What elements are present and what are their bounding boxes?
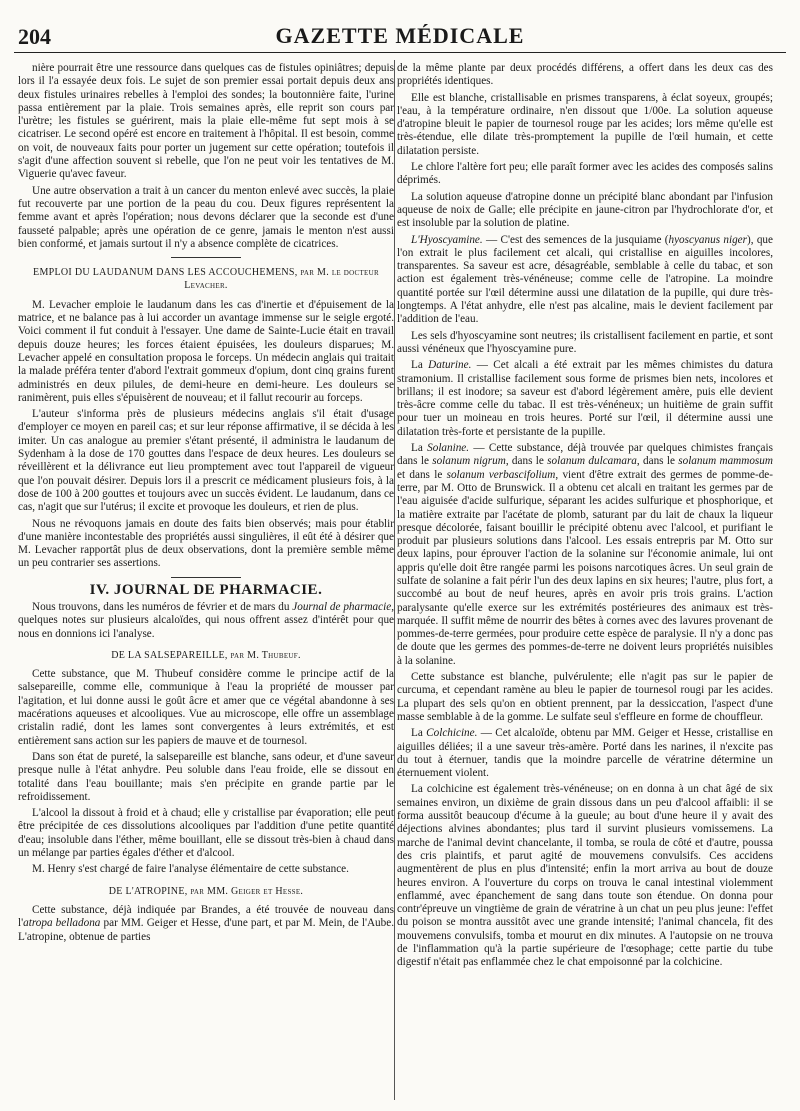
alkaloid-name: Colchicine.	[426, 727, 478, 740]
section-rule	[171, 577, 241, 578]
species-name: solanum verbascifolium	[446, 468, 556, 481]
paragraph: de la même plante par deux procédés différens, a offert dans les deux cas des propriétés identiques.	[397, 62, 773, 88]
paragraph: Le chlore l'altère fort peu; elle paraît former avec les acides des composés salins déprimés.	[397, 161, 773, 187]
section-heading-laudanum	[18, 266, 394, 293]
paragraph: M. Henry s'est chargé de faire l'analyse élémentaire de cette substance.	[32, 863, 349, 876]
paragraph: Cette substance, que M. Thubeuf considère comme le principe actif de la salsepareille, comme elle, communique à l'eau la propriété de mousser par l'agitation, et lui donne aussi le goût âcre et amer que ce végétal abandonne à ses macérations aqueuses et alcooliques. Vue au microscope, elle offre un assemblage cristalin radié, dont les lames sont convergentes à leurs extrémités, et est entièrement sans action sur les papiers de mauve et de tournesol.	[18, 668, 394, 747]
page-header	[14, 22, 786, 53]
journal-name: Journal de pharmacie	[292, 600, 392, 613]
paragraph: La Solanine. — Cette substance, déjà trouvée par quelques chimistes français dans le solanum nigrum, dans le solanum dulcamara, dans le solanum mammosum et dans le solanum verbascifolium, vient d'être extrait des germes de pomme-de-terre, par M. Otto de Brunswick. Il a obtenu cet alcali en traitant les germes par de l'eau aiguisée d'acide sulfurique, séparant les acides sulfurique et phosphorique, et la matière extraite par l'acétate de plomb, saturant par du lait de chaux la liqueur presque décolorée, faisant bouillir le précipité obtenu avec l'alcool, et purifiant le produit par plusieurs solutions dans l'alcool. Les essais entrepris par M. Otto sur deux lapins, pour éprouver l'action de la solanine sur l'économie animale, lui ont appris qu'elle doit être rangée parmi les poisons narcotiques âcres. Un seul grain de sulfate de solanine a fait périr l'un des deux lapins en six heures; l'autre, plus fort, a succombé au bout de neuf heures, après en avoir pris trois grains. L'action paralysante qu'elle exerce sur les extrémités postérieures des animaux est très-marquée. Il suffit même de nourrir des bêtes à cornes avec des lavures provenant de pommes-de-terre germées, pour produire cette espèce de paralysie. Il n'y a donc pas de doute que les germes des pommes-de-terre ne doivent leurs propriétés nuisibles à la solanine.	[397, 442, 773, 667]
paragraph: L'Hyoscyamine. — C'est des semences de la jusquiame (hyoscyanus niger), que l'on extrait le plus facilement cet alcali, qui cristallise en aiguilles incolores, transparentes. Sa saveur est acre, désagréable, semblable à celle du tabac, et son action est également très-vénéneuse; comme celle de l'atropine. La moindre quantité portée sur l'œil détermine aussi une dilatation de la pupille, qui dure très-longtemps. A l'état anhydre, elle n'est pas alcaline, mais le devient facilement par l'addition de l'eau.	[397, 233, 773, 326]
species-name: solanum nigrum	[432, 455, 506, 468]
paragraph: Nous ne révoquons jamais en doute des faits bien observés; mais pour établir d'une manière incontestable des propriétés aussi singulières, il eût été à désirer que M. Levacher rapportât plus de deux observations, dont la première semble même un peu contrarier ses assertions.	[18, 517, 394, 570]
left-column	[18, 62, 394, 1102]
alkaloid-name: L'Hyoscyamine.	[411, 233, 483, 246]
paragraph: nière pourrait être une ressource dans quelques cas de fistules opiniâtres; depuis lors il l'a essayée deux fois. Le sujet de son premier essai portait depuis deux ans deux fistules urinaires rebelles à l'emploi des sondes; la boutonnière faite, l'urine passa entièrement par la plaie. Trois semaines après, elle reprit son cours par l'urètre; les fistules se guérirent, mais la plaie elle-même fut sept mois à se cicatriser. Le second opéré est encore en traitement à l'hôpital. Il est besoin, comme on voit, de nouveaux faits pour porter un jugement sur cette opération; toutefois il s'agit d'une affection souvent si rebelle, que l'on ne peut voir les tentatives de M. Viguerie qu'avec faveur.	[18, 62, 394, 181]
species-name: solanum dulcamara	[547, 455, 637, 468]
alkaloid-name: Daturine.	[428, 359, 472, 372]
journal-title: GAZETTE MÉDICALE	[275, 23, 525, 48]
paragraph: Nous trouvons, dans les numéros de février et de mars du Journal de pharmacie, quelques notes sur plusieurs alcaloïdes, qui nous offrent assez d'intérêt pour que nous en donnions ici l'analyse.	[18, 600, 394, 640]
paragraph: La Daturine. — Cet alcali a été extrait par les mêmes chimistes du datura stramonium. Il cristallise facilement sous forme de prismes bien nets, incolores et brillans; il est inodore; sa saveur est d'abord légèrement amère, puis elle devient très-âcre comme celle du tabac. Il est très-vénéneux; un huitième de grain suffit pour tuer un moineau en trois heures. Porté sur l'œil, il détermine aussi une dilatation très-forte et persistante de la pupille.	[397, 359, 773, 438]
paragraph: Dans son état de pureté, la salsepareille est blanche, sans odeur, et d'une saveur presque nulle à l'état anhydre. Peu soluble dans l'eau froide, elle se dissout en totalité dans l'eau bouillante; mais s'en précipite en grande partie par le refroidissement.	[18, 750, 394, 803]
section-heading-text: EMPLOI DU LAUDANUM DANS LES ACCOUCHEMENS, par M. le docteur	[33, 267, 379, 279]
paragraph: L'auteur s'informa près de plusieurs médecins anglais s'il était d'usage d'employer ce moyen en pareil cas; et sur leur réponse affirmative, il se décida à les imiter. Un cas analogue au premier s'étant présenté, il administra le laudanum de Sydenham à la dose de 170 gouttes dans l'espace de deux heures. Les douleurs se réveillèrent et la délivrance eut lieu promptement avec tout l'appareil de vigueur que l'on pouvait désirer. Depuis lors il a prescrit ce médicament plusieurs fois, à la dose de 100 à 200 gouttes et toujours avec un succès évident. Le laudanum, dans ce cas, n'agit que sur l'utérus; il excite et provoque les douleurs, et rien de plus.	[18, 408, 394, 514]
paragraph: Une autre observation a trait à un cancer du menton enlevé avec succès, la plaie fut recouverte par une portion de la peau du cou. Deux figures représentent la femme avant et après l'opération; nous devons déclarer que la seconde est d'une fausseté palpable; après une opération de ce genre, jamais le menton n'est aussi bien conformé, et jamais surtout il n'y a absence complète de cicatrices.	[18, 184, 394, 250]
alkaloid-name: Solanine.	[427, 442, 470, 455]
major-heading-pharmacie: IV. JOURNAL DE PHARMACIE.	[89, 581, 323, 598]
page-number: 204	[18, 24, 51, 49]
right-column	[397, 62, 773, 1102]
paragraph: M. Levacher emploie le laudanum dans les cas d'inertie et d'épuisement de la matrice, et ne balance pas à lui accorder un avantage immense sur le seigle ergoté. Voici comment il fut conduit à l'essayer. Une dame de Sainte-Lucie était en travail depuis douze heures; les forces étaient épuisées, les douleurs disparues; M. Levacher appelé en consultation proposa le forceps. Un médecin anglais qui traitait la malade préféra tenter d'abord l'extrait gommeux d'opium, dont cinq grains furent administrés en deux pilules, de demi-heure en demi-heure. Les douleurs se ranimèrent, puis elles s'épuisèrent de nouveau; et il fallut recourir au forceps.	[18, 298, 394, 404]
section-heading-atropine: DE L'ATROPINE, par MM. Geiger et Hesse.	[108, 885, 304, 897]
section-rule	[171, 257, 241, 258]
section-heading-author: Levacher.	[184, 280, 228, 292]
section-heading-salsepareille: DE LA SALSEPAREILLE, par M. Thubeuf.	[111, 649, 301, 661]
paragraph: Les sels d'hyoscyamine sont neutres; ils cristallisent facilement en partie, et sont aussi vénéneux que l'hyoscyamine pure.	[397, 329, 773, 355]
paragraph: La Colchicine. — Cet alcaloïde, obtenu par MM. Geiger et Hesse, cristallise en aiguilles déliées; il a une saveur très-amère. Porté dans les narines, il n'excite pas du tout à éternuer, tandis que la moindre parcelle de vératrine détermine un éternuement violent.	[397, 727, 773, 780]
species-name: solanum mammosum	[678, 455, 773, 468]
paragraph: La solution aqueuse d'atropine donne un précipité blanc abondant par l'infusion aqueuse de noix de Galle; elle précipite en jaune-citron par l'hydrochlorate d'or, et est insoluble par la solution de platine.	[397, 190, 773, 230]
column-divider	[394, 60, 395, 1100]
paragraph: La colchicine est également très-vénéneuse; on en donna à un chat âgé de six semaines environ, un dixième de grain dissous dans un peu d'alcool affaibli: il se forma aussitôt beaucoup d'écume à la gueule; au bout d'une heure il y avait des déjections alvines abondantes; plus tard il survint plusieurs vomissemens. La marche de l'animal devint chancelante, il tomba, se roula de côté et d'autre, poussa des cris plaintifs, et parut agité de mouvemens convulsifs. Ces accidens augmentèrent de plus en plus d'intensité; enfin la mort arriva au bout de douze heures environ. A l'ouverture du corps on trouva le canal intestinal violemment enflammé, avec épanchement de sang dans toute son étendue. On donna pour contr'épreuve un vingtième de grain de vératrine à un chat un peu plus jeune: l'effet du poison se montra aussitôt avec une grande intensité; l'animal chancela, fit des mouvemens convulsifs, tomba et mourut en dix minutes. A l'autopsie on ne trouva de l'inflammation qu'à la partie supérieure de l'œsophage; cette partie du tube digestif n'était pas enflammée chez le chat empoisonné par la colchicine.	[397, 783, 773, 969]
paragraph: Cette substance est blanche, pulvérulente; elle n'agit pas sur le papier de curcuma, et cependant ramène au bleu le papier de tournesol rougi par les acides. La plupart des sels qu'on en obtient prennent, par la dessiccation, l'aspect d'une masse semblable à de la gomme. Le sulfate seul s'effleure en forme de chouffleur.	[397, 671, 773, 723]
paragraph: Cette substance, déjà indiquée par Brandes, a été trouvée de nouveau dans l'atropa belladona par MM. Geiger et Hesse, d'une part, et par M. Mein, de l'Aube. L'atropine, obtenue de parties	[18, 903, 394, 943]
species-name: atropa belladona	[23, 917, 101, 930]
paragraph: L'alcool la dissout à froid et à chaud; elle y cristallise par évaporation; elle peut être précipitée de ces dissolutions alcooliques par l'addition d'une petite quantité d'eau; insoluble dans l'éther, même bouillant, elle se dissout très-bien à chaud dans un mélange par parties égales d'éther et d'alcool.	[18, 807, 394, 860]
paragraph: Elle est blanche, cristallisable en prismes transparens, à éclat soyeux, groupés; l'eau, à la température ordinaire, n'en dissout que 1/00e. La solution aqueuse d'atropine bleuit le papier de tournesol rouge par les acides; lors même qu'elle est très-étendue, elle dilate très-promptement la pupille de l'œil humain, et cette dilatation persiste.	[397, 91, 773, 157]
species-name: hyoscyanus niger	[668, 233, 747, 246]
